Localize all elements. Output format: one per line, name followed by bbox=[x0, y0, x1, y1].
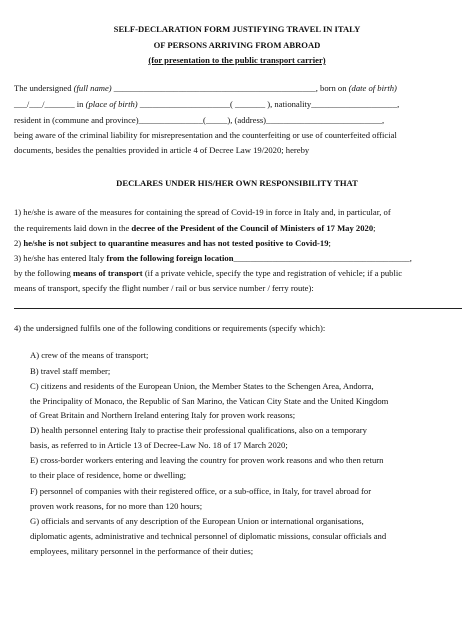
label-place-of-birth: (place of birth) bbox=[85, 99, 138, 109]
text-point-2-number: 2) bbox=[14, 238, 24, 248]
field-place-nationality[interactable]: _____________________( _______ ), nationality____________________, bbox=[137, 99, 400, 109]
condition-d-line-2: basis, as referred to in Article 13 of Decree-Law No. 18 of 17 March 2020; bbox=[30, 440, 288, 450]
text-semicolon: ; bbox=[373, 223, 376, 233]
condition-e-line-2: to their place of residence, home or dwelling; bbox=[30, 470, 187, 480]
field-foreign-location[interactable]: _________________________________________, bbox=[233, 253, 412, 263]
condition-f-line-1: F) personnel of companies with their registered office, or a sub-office, in Italy, for travel abroad for bbox=[30, 486, 372, 496]
point-4: 4) the undersigned fulfils one of the following conditions or requirements (specify which): bbox=[14, 323, 326, 333]
text-undersigned: The undersigned bbox=[14, 83, 74, 93]
condition-g-line-1: G) officials and servants of any description of the European Union or international organisations, bbox=[30, 516, 364, 526]
condition-c-line-2: the Principality of Monaco, the Republic of San Marino, the Vatican City State and the United Kingdom bbox=[30, 396, 389, 406]
text-decree: decree of the President of the Council of Ministers of 17 May 2020 bbox=[131, 223, 374, 233]
label-date-of-birth: (date of birth) bbox=[348, 83, 397, 93]
text-means-of-transport: means of transport bbox=[72, 268, 143, 278]
form-note: (for presentation to the public transport carrier) bbox=[148, 55, 326, 65]
condition-c-line-1: C) citizens and residents of the European Union, the Member States to the Schengen Area, Andorra, bbox=[30, 381, 374, 391]
field-full-name[interactable]: _______________________________________________, born on bbox=[111, 83, 349, 93]
condition-a: A) crew of the means of transport; bbox=[30, 350, 149, 360]
point-1-line-1: 1) he/she is aware of the measures for containing the spread of Covid-19 in force in Italy and, in particular, of bbox=[14, 207, 391, 217]
condition-b: B) travel staff member; bbox=[30, 366, 111, 376]
condition-d-line-1: D) health personnel entering Italy to practise their professional qualifications, also on a temporary bbox=[30, 425, 367, 435]
identity-line-1 bbox=[14, 83, 464, 94]
text-foreign-location: from the following foreign location bbox=[106, 253, 234, 263]
identity-line-5: documents, besides the penalties provided in article 4 of Decree Law 19/2020; hereby bbox=[14, 145, 310, 155]
label-full-name: (full name) bbox=[73, 83, 112, 93]
text-requirements: the requirements laid down in the bbox=[14, 223, 132, 233]
point-2 bbox=[14, 238, 464, 249]
condition-c-line-3: of Great Britain and Northern Ireland entering Italy for proven work reasons; bbox=[30, 410, 296, 420]
text-quarantine: he/she is not subject to quarantine measures and has not tested positive to Covid-19 bbox=[23, 238, 329, 248]
condition-g-line-2: diplomatic agents, administrative and technical personnel of diplomatic missions, consular officials and bbox=[30, 531, 387, 541]
identity-line-2 bbox=[14, 99, 464, 110]
identity-line-3[interactable]: resident in (commune and province)_______________(_____), (address)___________________________, bbox=[14, 115, 385, 125]
field-date-of-birth[interactable]: ___/___/_______ in bbox=[14, 99, 86, 109]
text-by-following: by the following bbox=[14, 268, 73, 278]
declares-heading: DECLARES UNDER HIS/HER OWN RESPONSIBILITY THAT bbox=[116, 178, 358, 188]
text-entered-italy: 3) he/she has entered Italy bbox=[14, 253, 107, 263]
form-subtitle: OF PERSONS ARRIVING FROM ABROAD bbox=[153, 40, 321, 50]
transport-answer-line[interactable] bbox=[14, 308, 462, 309]
condition-e-line-1: E) cross-border workers entering and leaving the country for proven work reasons and who then return bbox=[30, 455, 384, 465]
point-3-line-2 bbox=[14, 268, 464, 279]
condition-g-line-3: employees, military personnel in the performance of their duties; bbox=[30, 546, 254, 556]
text-transport-note: (if a private vehicle, specify the type and registration of vehicle; if a public bbox=[142, 268, 403, 278]
point-3-line-3: means of transport, specify the flight number / rail or bus service number / ferry route): bbox=[14, 283, 314, 293]
condition-f-line-2: proven work reasons, for no more than 120 hours; bbox=[30, 501, 203, 511]
form-title: SELF-DECLARATION FORM JUSTIFYING TRAVEL IN ITALY bbox=[113, 24, 361, 34]
identity-line-4: being aware of the criminal liability for misrepresentation and the counterfeiting or use of counterfeited official bbox=[14, 130, 397, 140]
point-3-line-1 bbox=[14, 253, 464, 264]
point-1-line-2 bbox=[14, 223, 464, 234]
text-semicolon: ; bbox=[328, 238, 331, 248]
